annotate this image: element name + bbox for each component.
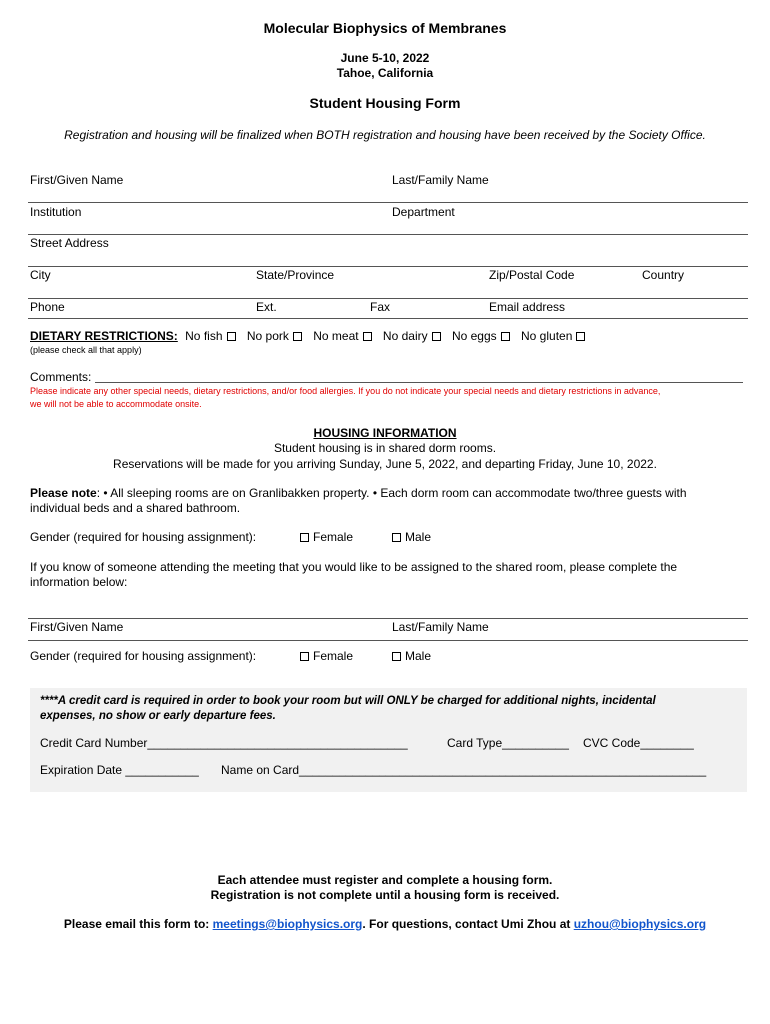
footer-line-2: Registration is not complete until a housing form is received. — [210, 888, 560, 902]
diet-option-eggs[interactable]: No eggs — [452, 329, 510, 343]
diet-option-meat[interactable]: No meat — [313, 329, 371, 343]
housing-note-2: individual beds and a shared bathroom. — [30, 501, 241, 515]
payment-notice-2: expenses, no show or early departure fees. — [40, 710, 276, 722]
institution-line[interactable] — [28, 234, 748, 235]
housing-line-2: Reservations will be made for you arriving Sunday, June 5, 2022, and departing Friday, June 10, 2022. — [113, 457, 657, 471]
form-title: Student Housing Form — [309, 95, 461, 111]
gender-female-option[interactable]: Female — [300, 530, 353, 544]
checkbox-icon[interactable] — [300, 533, 309, 542]
institution-label: Institution — [30, 205, 82, 219]
dietary-note: (please check all that apply) — [30, 345, 142, 355]
gender-label: Gender (required for housing assignment): — [30, 530, 257, 544]
meeting-dates: June 5-10, 2022 — [340, 51, 430, 65]
finalization-notice: Registration and housing will be finalized when BOTH registration and housing have been received by the Society Office. — [64, 128, 706, 142]
gender-male-option[interactable]: Male — [392, 530, 431, 544]
meeting-location: Tahoe, California — [336, 66, 434, 80]
diet-option-gluten[interactable]: No gluten — [521, 329, 585, 343]
contact-email-link[interactable]: uzhou@biophysics.org — [573, 917, 707, 931]
ext-label: Ext. — [256, 300, 277, 314]
phone-label: Phone — [30, 300, 65, 314]
fax-label: Fax — [370, 300, 391, 314]
roommate-male-option[interactable]: Male — [392, 649, 431, 663]
footer-line-1: Each attendee must register and complete a housing form. — [217, 873, 553, 887]
last-name-label: Last/Family Name — [392, 173, 489, 187]
checkbox-icon[interactable] — [576, 332, 585, 341]
housing-title: HOUSING INFORMATION — [313, 426, 457, 440]
expiration-date-field[interactable]: Expiration Date ___________ — [40, 763, 199, 777]
street-label: Street Address — [30, 236, 109, 250]
zip-label: Zip/Postal Code — [489, 268, 575, 282]
footer-contact: Please email this form to: meetings@biophysics.org. For questions, contact Umi Zhou at uzhou@biophysics.org — [63, 917, 707, 931]
comments-line[interactable] — [95, 382, 743, 383]
checkbox-icon[interactable] — [293, 332, 302, 341]
email-label: Email address — [489, 300, 566, 314]
street-line[interactable] — [28, 266, 748, 267]
roommate-first-name-label: First/Given Name — [30, 620, 124, 634]
roommate-name-line[interactable] — [28, 640, 748, 641]
roommate-female-option[interactable]: Female — [300, 649, 353, 663]
comments-warning-2: we will not be able to accommodate onsite. — [30, 399, 202, 409]
department-label: Department — [392, 205, 455, 219]
roommate-top-line — [28, 618, 748, 619]
comments-warning-1: Please indicate any other special needs, dietary restrictions, and/or food allergies. If you do not indicate your special needs and dietary restrictions in advance, — [30, 386, 661, 396]
state-label: State/Province — [256, 268, 335, 282]
housing-line-1: Student housing is in shared dorm rooms. — [273, 441, 497, 455]
roommate-gender-label: Gender (required for housing assignment): — [30, 649, 257, 663]
card-type-field[interactable]: Card Type__________ — [447, 736, 569, 750]
housing-note-1: Please note: • All sleeping rooms are on Granlibakken property. • Each dorm room can accommodate two/three guests with — [30, 486, 687, 500]
name-on-card-field[interactable]: Name on Card_____________________________________________________________ — [221, 763, 707, 777]
diet-option-pork[interactable]: No pork — [247, 329, 302, 343]
checkbox-icon[interactable] — [300, 652, 309, 661]
country-label: Country — [642, 268, 685, 282]
comments-label: Comments: — [30, 370, 92, 384]
checkbox-icon[interactable] — [363, 332, 372, 341]
checkbox-icon[interactable] — [501, 332, 510, 341]
dietary-title: DIETARY RESTRICTIONS: — [30, 329, 178, 343]
name-line[interactable] — [28, 202, 748, 203]
phone-line[interactable] — [28, 318, 748, 319]
cvc-code-field[interactable]: CVC Code________ — [583, 736, 694, 750]
checkbox-icon[interactable] — [227, 332, 236, 341]
roommate-last-name-label: Last/Family Name — [392, 620, 489, 634]
checkbox-icon[interactable] — [392, 652, 401, 661]
dietary-row — [30, 329, 585, 343]
diet-option-dairy[interactable]: No dairy — [383, 329, 441, 343]
credit-card-number-field[interactable]: Credit Card Number_______________________________________ — [40, 736, 408, 750]
meetings-email-link[interactable]: meetings@biophysics.org — [212, 917, 363, 931]
payment-notice-1: ****A credit card is required in order to book your room but will ONLY be charged for additional nights, incidental — [40, 695, 656, 707]
city-line[interactable] — [28, 298, 748, 299]
org-title: Molecular Biophysics of Membranes — [263, 20, 507, 36]
diet-option-fish[interactable]: No fish — [185, 329, 235, 343]
city-label: City — [30, 268, 51, 282]
first-name-label: First/Given Name — [30, 173, 124, 187]
checkbox-icon[interactable] — [432, 332, 441, 341]
checkbox-icon[interactable] — [392, 533, 401, 542]
roommate-text-1: If you know of someone attending the meeting that you would like to be assigned to the shared room, please complete the — [30, 560, 678, 574]
roommate-text-2: information below: — [30, 575, 128, 589]
